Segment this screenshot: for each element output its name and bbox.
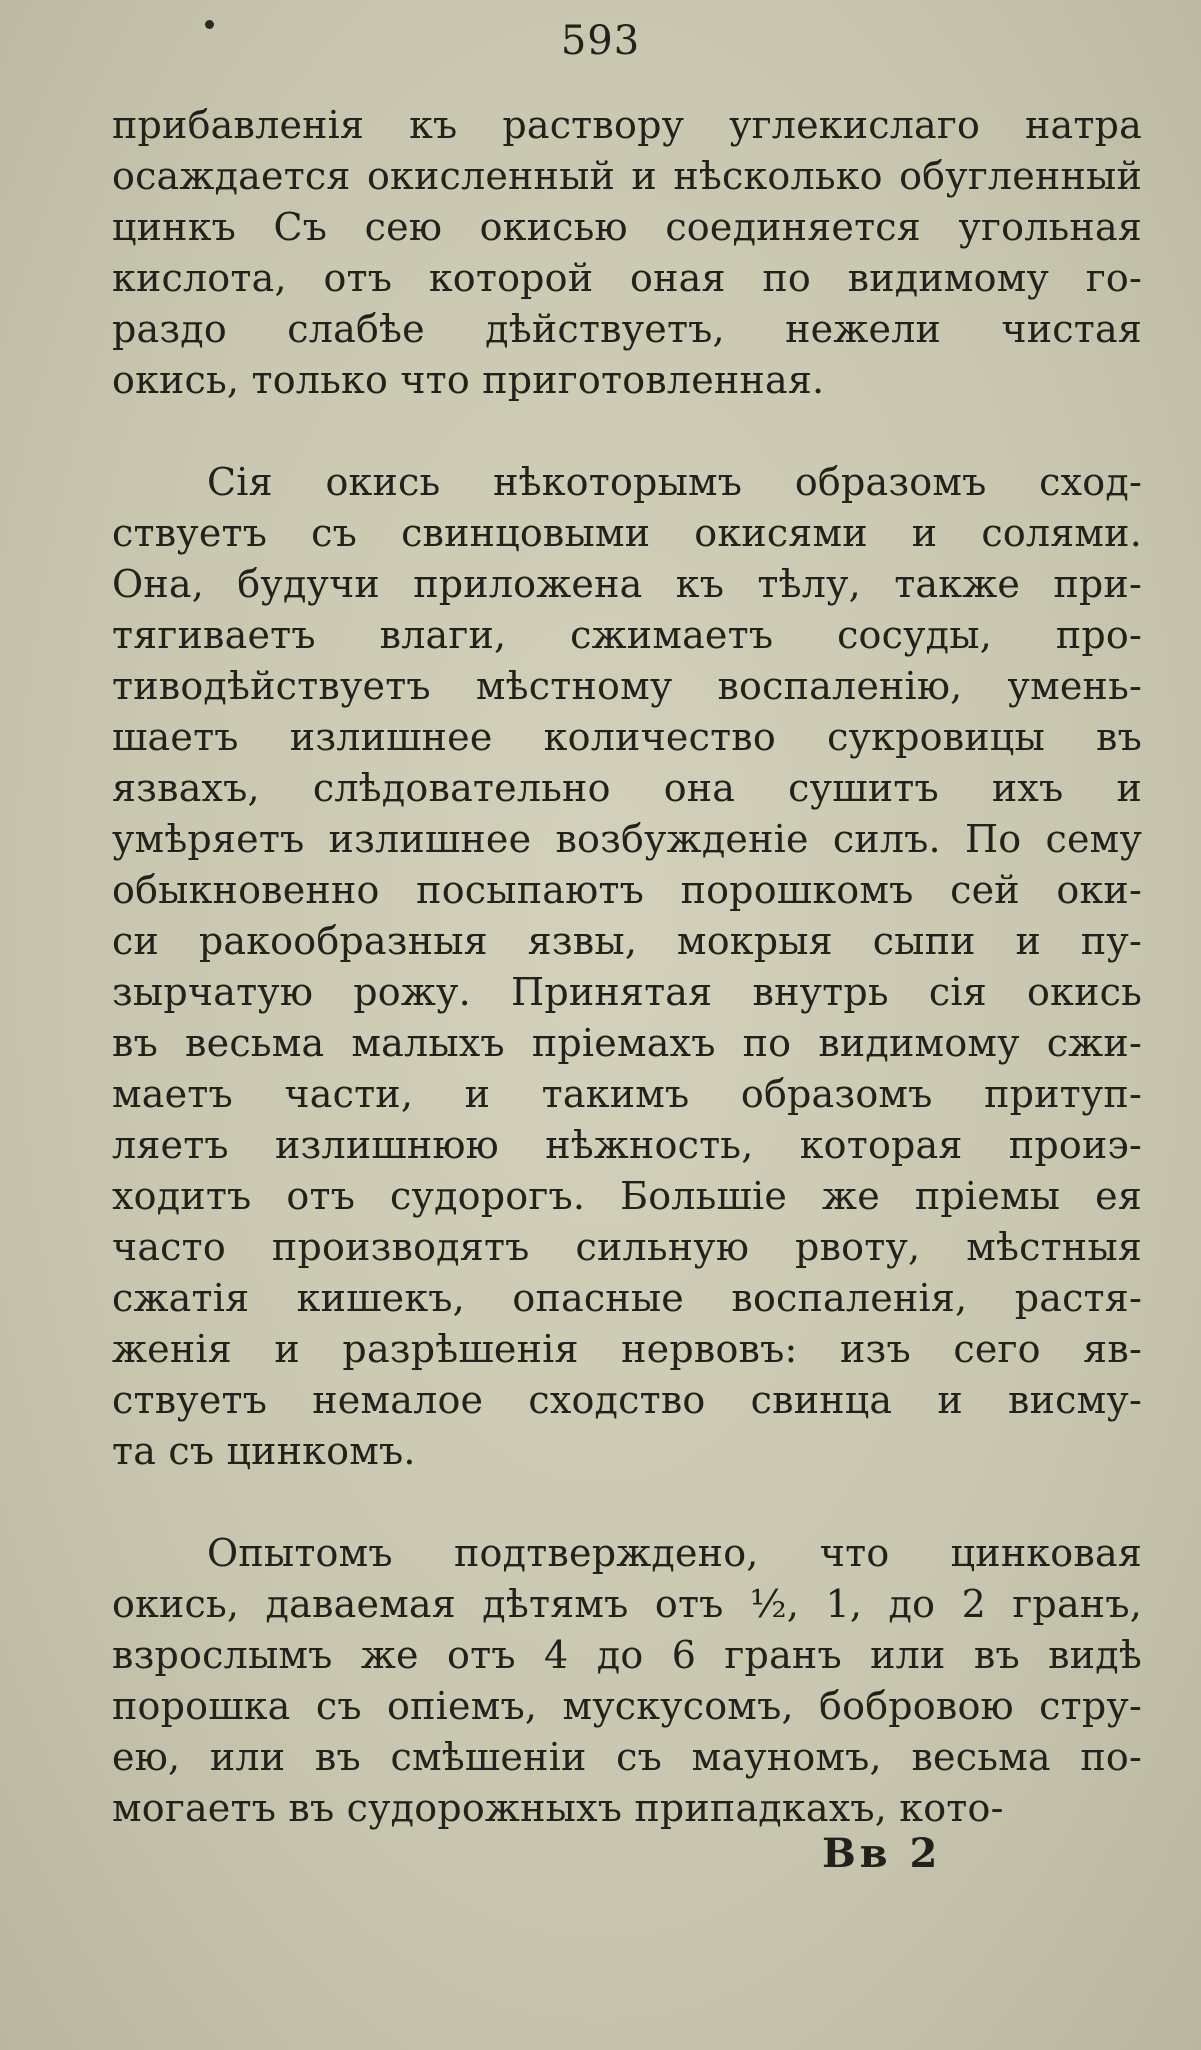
- text-line: сжатія кишекъ, опасные воспаленія, растя-: [112, 1276, 1142, 1320]
- printer-signature: Вв 2: [822, 1830, 942, 1877]
- text-line: женія и разрѣшенія нервовъ: изъ сего яв-: [112, 1327, 1142, 1371]
- text-line: та съ цинкомъ.: [112, 1429, 416, 1473]
- text-line: зырчатую рожу. Принятая внутрь сія окись: [112, 970, 1142, 1014]
- text-line: раздо слабѣе дѣйствуетъ, нежели чистая: [112, 307, 1142, 351]
- text-line: Она, будучи приложена къ тѣлу, также при-: [112, 562, 1142, 606]
- text-line: тягиваетъ влаги, сжимаетъ сосуды, про-: [112, 613, 1142, 657]
- body-text: [112, 100, 1142, 1834]
- text-line: язвахъ, слѣдовательно она сушитъ ихъ и: [112, 766, 1142, 810]
- text-line: Опытомъ подтверждено, что цинковая: [207, 1531, 1142, 1575]
- text-line: взрослымъ же отъ 4 до 6 гранъ или въ видѣ: [112, 1633, 1142, 1677]
- text-line: прибавленія къ раствору углекислаго натра: [112, 103, 1142, 147]
- text-line: Сія окись нѣкоторымъ образомъ сход-: [207, 460, 1142, 504]
- text-line: ею, или въ смѣшеніи съ мауномъ, весьма по-: [112, 1735, 1142, 1779]
- text-line: могаетъ въ судорожныхъ припадкахъ, кото-: [112, 1786, 1004, 1830]
- text-line: часто производятъ сильную рвоту, мѣстныя: [112, 1225, 1142, 1269]
- text-line: кислота, отъ которой оная по видимому го-: [112, 256, 1142, 300]
- text-line: маетъ части, и такимъ образомъ притуп-: [112, 1072, 1142, 1116]
- text-line: обыкновенно посыпаютъ порошкомъ сей оки-: [112, 868, 1142, 912]
- text-line: тиводѣйствуетъ мѣстному воспаленію, умень-: [112, 664, 1142, 708]
- page-number: 593: [560, 18, 641, 64]
- paragraph: [112, 1528, 1142, 1834]
- text-line: порошка съ опіемъ, мускусомъ, бобровою стру-: [112, 1684, 1142, 1728]
- text-line: окись, даваемая дѣтямъ отъ ½, 1, до 2 гранъ,: [112, 1582, 1142, 1626]
- text-line: ствуетъ немалое сходство свинца и висму-: [112, 1378, 1142, 1422]
- text-line: въ весьма малыхъ пріемахъ по видимому сжи-: [112, 1021, 1142, 1065]
- text-line: ходитъ отъ судорогъ. Большіе же пріемы ея: [112, 1174, 1142, 1218]
- text-line: си ракообразныя язвы, мокрыя сыпи и пу-: [112, 919, 1142, 963]
- paragraph: [112, 457, 1142, 1477]
- text-line: окись, только что приготовленная.: [112, 358, 825, 402]
- text-line: цинкъ Съ сею окисью соединяется угольная: [112, 205, 1142, 249]
- text-line: ствуетъ съ свинцовыми окисями и солями.: [112, 511, 1142, 555]
- text-line: умѣряетъ излишнее возбужденіе силъ. По сему: [112, 817, 1142, 861]
- text-line: ляетъ излишнюю нѣжность, которая проиэ-: [112, 1123, 1142, 1167]
- paragraph: [112, 100, 1142, 406]
- text-line: шаетъ излишнее количество сукровицы въ: [112, 715, 1142, 759]
- text-line: осаждается окисленный и нѣсколько обугленный: [112, 154, 1142, 198]
